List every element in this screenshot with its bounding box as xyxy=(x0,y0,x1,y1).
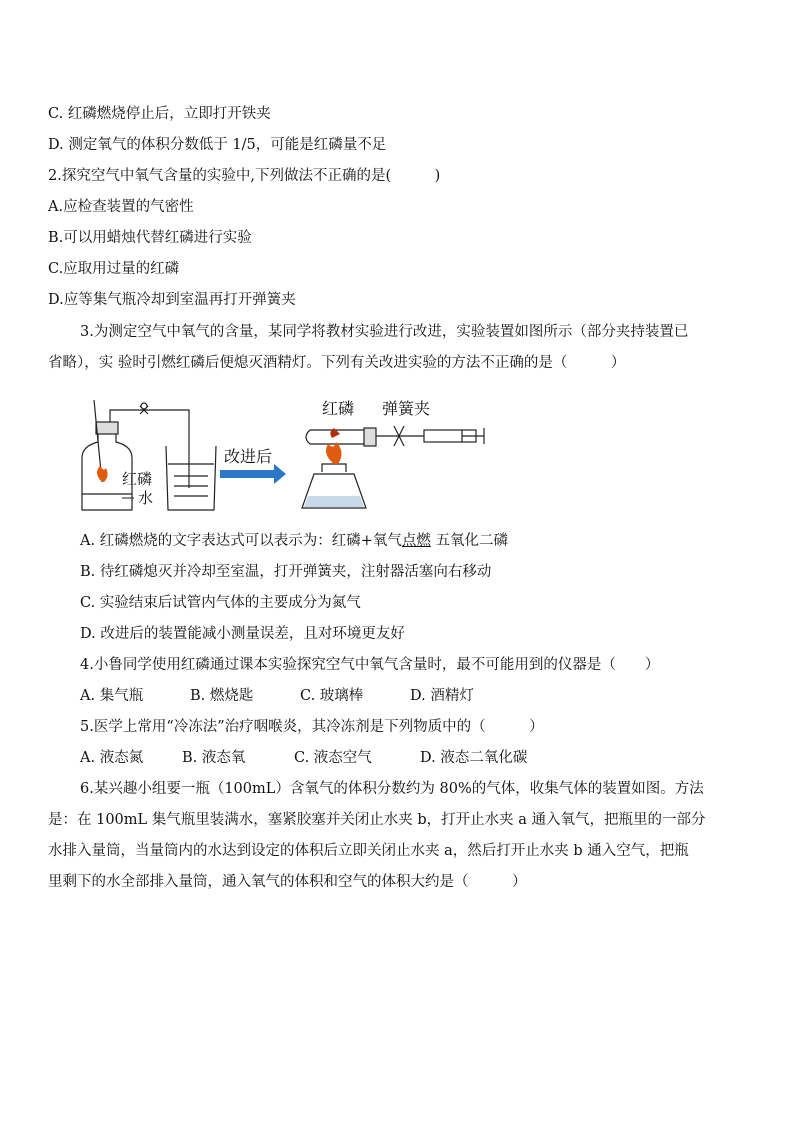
q2-option-d: D.应等集气瓶冷却到室温再打开弹簧夹 xyxy=(48,292,296,308)
q2-option-c: C.应取用过量的红磷 xyxy=(48,261,180,277)
q3-option-a-product: 五氧化二磷 xyxy=(430,533,508,549)
q5-stem: 5.医学上常用“冷冻法”治疗咽喉炎，其冷冻剂是下列物质中的（ ） xyxy=(80,719,544,735)
lamp-neck xyxy=(322,464,346,472)
q3-apparatus-figure xyxy=(64,392,504,520)
lamp-fuel xyxy=(304,496,364,507)
q3-option-d: D. 改进后的装置能减小测量误差，且对环境更友好 xyxy=(80,626,405,642)
q4-option-c: C. 玻璃棒 xyxy=(300,688,364,704)
q3-option-c: C. 实验结束后试管内气体的主要成分为氮气 xyxy=(80,595,361,611)
q1-option-c: C. 红磷燃烧停止后，立即打开铁夹 xyxy=(48,106,271,122)
test-tube-stopper xyxy=(364,428,376,446)
rubber-stopper xyxy=(96,422,118,434)
q6-stem-line2: 是：在 100mL 集气瓶里装满水，塞紧胶塞并关闭止水夹 b，打开止水夹 a 通入氧气，把瓶里的一部分 xyxy=(48,812,706,828)
q2-stem: 2.探究空气中氧气含量的实验中,下列做法不正确的是( ) xyxy=(48,168,441,184)
beaker xyxy=(166,446,216,510)
label-red-phosphorus-right: 红磷 xyxy=(322,399,355,418)
q2-option-a: A.应检查装置的气密性 xyxy=(48,199,194,215)
label-spring-clamp: 弹簧夹 xyxy=(382,399,431,418)
improved-arrow xyxy=(220,464,286,484)
q5-option-c: C. 液态空气 xyxy=(294,750,372,766)
q3-option-a xyxy=(80,531,508,551)
q3-option-b: B. 待红磷熄灭并冷却至室温，打开弹簧夹，注射器活塞向右移动 xyxy=(80,564,492,580)
q6-stem-line1: 6.某兴趣小组要一瓶（100mL）含氧气的体积分数约为 80%的气体，收集气体的装置如图。方法 xyxy=(80,781,704,797)
q6-stem-line4: 里剩下的水全部排入量筒，通入氧气的体积和空气的体积大约是（ ） xyxy=(48,874,527,890)
q6-stem-line3: 水排入量筒，当量筒内的水达到设定的体积后立即关闭止水夹 a，然后打开止水夹 b 通入空气，把瓶 xyxy=(48,843,689,859)
burning-phosphorus-flame xyxy=(97,466,108,482)
lamp-flame xyxy=(326,442,342,464)
q5-options xyxy=(80,748,527,768)
clamp-knob xyxy=(141,403,147,409)
q4-stem: 4.小鲁同学使用红磷通过课本实验探究空气中氧气含量时，最不可能用到的仪器是（ ） xyxy=(80,657,660,673)
q4-option-a: A. 集气瓶 xyxy=(80,688,144,704)
q3-option-a-text: A. 红磷燃烧的文字表达式可以表示为：红磷+氧气 xyxy=(80,533,402,549)
q3-option-a-condition: 点燃 xyxy=(401,533,431,549)
q5-option-d: D. 液态二氧化碳 xyxy=(420,750,528,766)
label-improved: 改进后 xyxy=(224,447,273,466)
q3-stem-line1: 3.为测定空气中氧气的含量，某同学将教材实验进行改进，实验装置如图所示（部分夹持装置已 xyxy=(80,324,689,340)
apparatus-diagram xyxy=(64,392,504,520)
q4-option-b: B. 燃烧匙 xyxy=(190,688,254,704)
q4-option-d: D. 酒精灯 xyxy=(410,688,474,704)
label-red-phosphorus-left: 红磷 xyxy=(122,470,153,488)
q1-option-d: D. 测定氧气的体积分数低于 1/5，可能是红磷量不足 xyxy=(48,137,387,153)
q5-option-b: B. 液态氧 xyxy=(182,750,246,766)
label-water: 水 xyxy=(138,489,154,507)
q3-stem-line2: 省略），实 验时引燃红磷后便熄灭酒精灯。下列有关改进实验的方法不正确的是（ ） xyxy=(48,355,626,371)
q2-option-b: B.可以用蜡烛代替红磷进行实验 xyxy=(48,230,252,246)
q4-options xyxy=(80,686,474,706)
q5-option-a: A. 液态氮 xyxy=(80,750,144,766)
